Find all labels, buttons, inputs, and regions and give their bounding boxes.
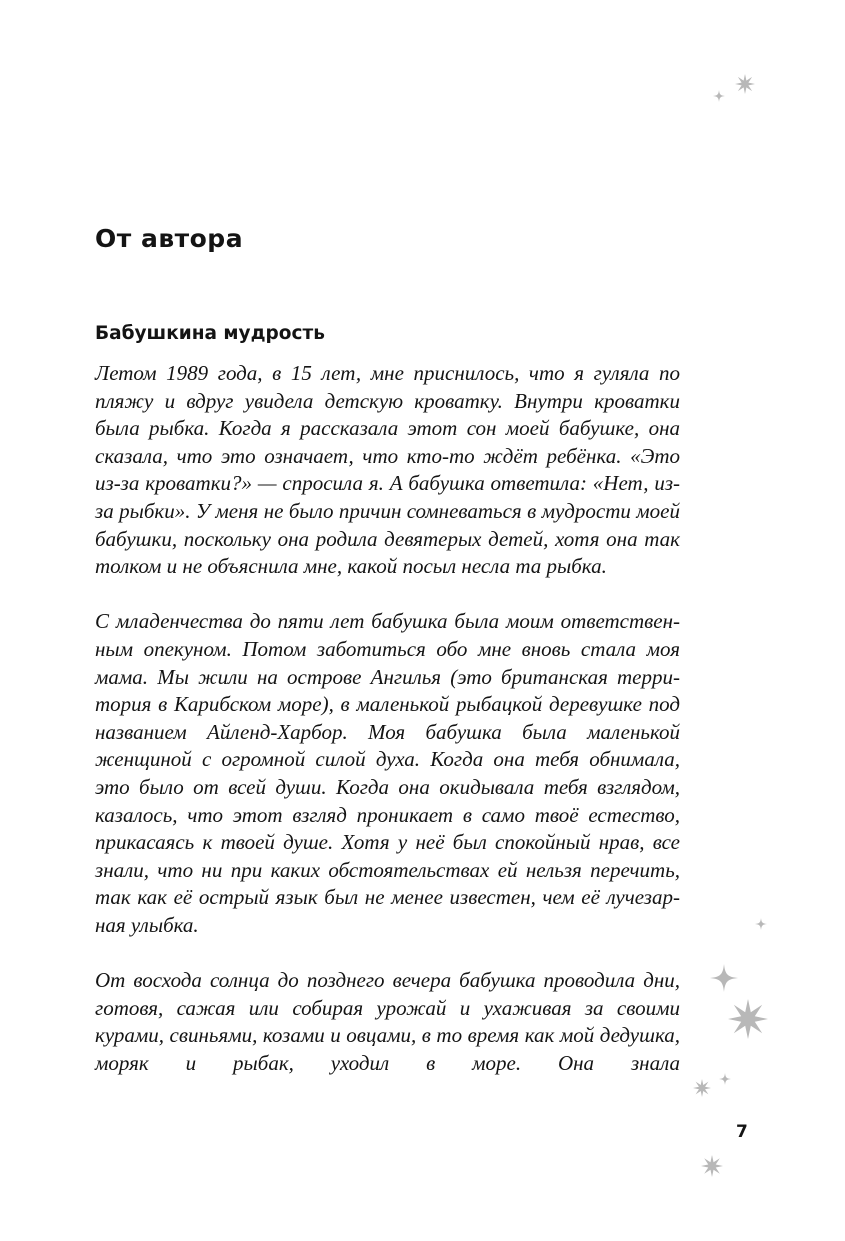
body-text bbox=[95, 360, 680, 1105]
sparkle-star-icon bbox=[755, 918, 767, 930]
chapter-title: От автора bbox=[95, 224, 244, 253]
paragraph-1: Летом 1989 года, в 15 лет, мне приснилось, что я гуляла по пляжу и вдруг увидела детскую кроватку. Внутри кроватки была рыбка. Когда я рассказала этот сон моей бабушке, она сказала, что это означает, что кто-то ждёт ребёнка. «Это из-за кроватки?» — спросила я. А бабушка ответила: «Нет, из-за рыбки». У меня не было причин сомневаться в мудрости моей бабушки, поскольку она родила девятерых детей, хотя она так толком и не объяснила мне, какой посыл несла та рыбка. bbox=[95, 361, 680, 579]
sparkle-star-icon bbox=[735, 74, 755, 94]
sparkle-star-icon bbox=[713, 90, 725, 102]
paragraph-3: От восхода солнца до позднего вечера бабушка проводила дни, готовя, сажая или собирая урожай и ухаживая за своими курами, свиньями, козами и овцами, в то время как мой дедушка, моряк и рыбак, уходил в море. Она знала bbox=[95, 968, 680, 1075]
paragraph-2: С младенчества до пяти лет бабушка была моим ответственным опекуном. Потом заботиться обо мне вновь стала моя мама. Мы жили на острове Ангилья (это британская территория в Карибском море), в маленькой рыбацкой деревушке под названием Айленд-Харбор. Моя бабушка была маленькой женщиной с огромной силой духа. Когда она тебя обнимала, это было от всей души. Когда она окидывала тебя взглядом, казалось, что этот взгляд проникает в само твоё естество, прикасаясь к твоей душе. Хотя у неё был спокойный нрав, все знали, что ни при каких обстоятельствах ей нельзя перечить, так как её острый язык был не менее известен, чем её лучезарная улыбка. bbox=[95, 609, 680, 937]
page-number: 7 bbox=[736, 1122, 748, 1142]
sparkle-star-icon bbox=[693, 1079, 711, 1097]
section-title: Бабушкина мудрость bbox=[95, 323, 325, 344]
sparkle-star-icon bbox=[728, 999, 768, 1039]
sparkle-star-icon bbox=[701, 1155, 723, 1177]
sparkle-star-icon bbox=[719, 1073, 731, 1085]
sparkle-star-icon bbox=[710, 964, 738, 992]
